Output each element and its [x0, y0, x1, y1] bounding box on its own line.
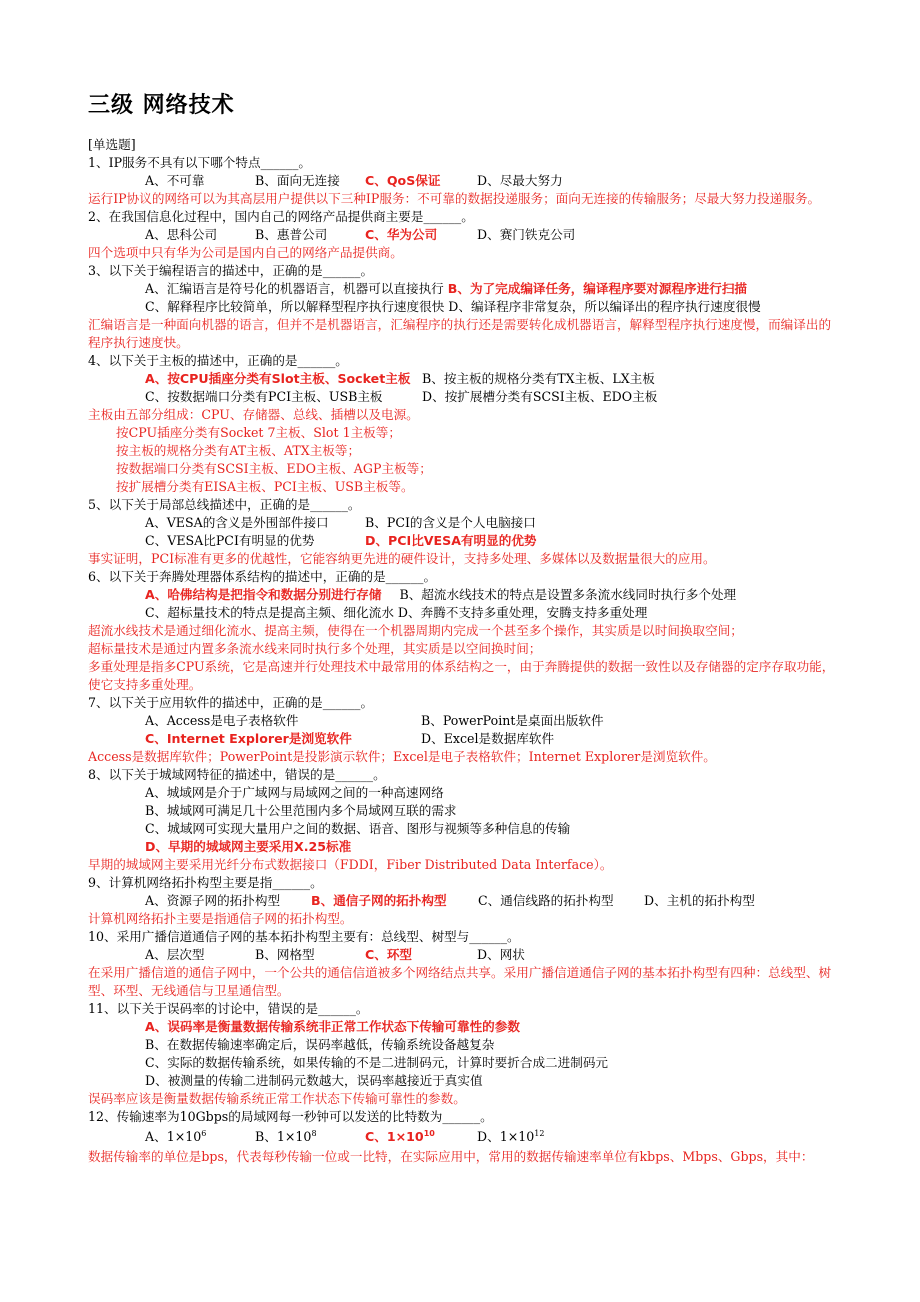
explanation: 多重处理是指多CPU系统，它是高速并行处理技术中最常用的体系结构之一，由于奔腾提供的数据一致性以及存储器的定序存取功能，使它支持多重处理。 — [88, 659, 835, 692]
explanation: Access是数据库软件；PowerPoint是投影演示软件；Excel是电子表格软件；Internet Explorer是浏览软件。 — [88, 749, 716, 764]
question-stem: 11、以下关于误码率的讨论中，错误的是______。 — [88, 1001, 369, 1016]
explanation: 误码率应该是衡量数据传输系统正常工作状态下传输可靠性的参数。 — [88, 1091, 466, 1106]
option-row — [88, 946, 836, 964]
option-c: C、VESA比PCI有明显的优势 — [145, 533, 315, 548]
option-c-answer: C、Internet Explorer是浏览软件 — [145, 731, 352, 746]
option-b: B、按主板的规格分类有TX主板、LX主板 — [422, 371, 655, 386]
option-a: A、层次型 — [145, 947, 205, 962]
explanation: 超流水线技术是通过细化流水、提高主频，使得在一个机器周期内完成一个甚至多个操作，其实质是以时间换取空间； — [88, 623, 743, 638]
option-b: B、PCI的含义是个人电脑接口 — [365, 515, 536, 530]
option-row — [88, 586, 836, 604]
option-row — [88, 604, 836, 622]
question-stem: 5、以下关于局部总线描述中，正确的是______。 — [88, 497, 361, 512]
explanation: 运行IP协议的网络可以为其高层用户提供以下三种IP服务：不可靠的数据投递服务；面向无连接的传输服务；尽最大努力投递服务。 — [88, 191, 821, 206]
option-b-answer: B、为了完成编译任务，编译程序要对源程序进行扫描 — [447, 281, 748, 296]
question-stem: 6、以下关于奔腾处理器体系结构的描述中，正确的是______。 — [88, 569, 437, 584]
explanation: 事实证明，PCI标准有更多的优越性，它能容纳更先进的硬件设计，支持多处理、多媒体以及数据量很大的应用。 — [88, 551, 716, 566]
option-row — [88, 1126, 836, 1148]
explanation-item: 按数据端口分类有SCSI主板、EDO主板、AGP主板等； — [116, 461, 432, 476]
option-row — [88, 370, 836, 388]
question-stem: 9、计算机网络拓扑构型主要是指______。 — [88, 875, 323, 890]
section-label: [单选题] — [88, 137, 136, 152]
option-d: D、编译程序非常复杂，所以编译出的程序执行速度很慢 — [448, 299, 761, 314]
option-row — [88, 226, 836, 244]
option-b: B、面向无连接 — [255, 173, 340, 188]
option-b-answer: B、通信子网的拓扑构型 — [311, 893, 447, 908]
option-d: D、按扩展槽分类有SCSI主板、EDO主板 — [422, 389, 658, 404]
option-a: A、Access是电子表格软件 — [145, 713, 299, 728]
option-a: A、资源子网的拓扑构型 — [145, 893, 281, 908]
option-b: B、在数据传输速率确定后，误码率越低，传输系统设备越复杂 — [145, 1037, 495, 1052]
explanation: 四个选项中只有华为公司是国内自己的网络产品提供商。 — [88, 245, 403, 260]
option-c-answer: C、华为公司 — [365, 227, 438, 242]
option-d: D、主机的拓扑构型 — [644, 893, 755, 908]
option-c-answer: C、QoS保证 — [365, 173, 441, 188]
question-stem: 1、IP服务不具有以下哪个特点______。 — [88, 155, 311, 170]
option-row — [88, 172, 836, 190]
question-stem: 4、以下关于主板的描述中，正确的是______。 — [88, 353, 348, 368]
option-b: B、超流水线技术的特点是设置多条流水线同时执行多个处理 — [399, 587, 737, 602]
explanation: 汇编语言是一种面向机器的语言，但并不是机器语言，汇编程序的执行还是需要转化成机器语言，解释型程序执行速度慢，而编译出的程序执行速度快。 — [88, 317, 832, 350]
option-b: B、网格型 — [255, 947, 315, 962]
option-d-answer: D、PCI比VESA有明显的优势 — [365, 533, 537, 548]
option-row — [88, 280, 836, 298]
option-a: A、思科公司 — [145, 227, 218, 242]
option-d: D、赛门铁克公司 — [477, 227, 576, 242]
option-c-answer: C、$1\times 10^{10}$ — [365, 1129, 435, 1144]
option-d: D、Excel是数据库软件 — [421, 731, 555, 746]
option-row — [88, 298, 836, 316]
option-d: D、$1\times 10^{12}$ — [477, 1129, 545, 1144]
option-c: C、超标量技术的特点是提高主频、细化流水 — [145, 605, 394, 620]
option-c: C、城域网可实现大量用户之间的数据、语音、图形与视频等多种信息的传输 — [145, 821, 571, 836]
option-c: C、通信线路的拓扑构型 — [478, 893, 614, 908]
option-c: C、按数据端口分类有PCI主板、USB主板 — [145, 389, 383, 404]
option-a-answer: A、误码率是衡量数据传输系统非正常工作状态下传输可靠性的参数 — [145, 1019, 520, 1034]
explanation: 主板由五部分组成：CPU、存储器、总线、插槽以及电源。 — [88, 407, 419, 422]
option-c-answer: C、环型 — [365, 947, 413, 962]
option-d: D、被测量的传输二进制码元数越大，误码率越接近于真实值 — [145, 1073, 483, 1088]
option-c: C、解释程序比较简单，所以解释型程序执行速度很快 — [145, 299, 445, 314]
explanation: 在采用广播信道的通信子网中，一个公共的通信信道被多个网络结点共享。采用广播信道通信子网的基本拓扑构型有四种：总线型、树型、环型、无线通信与卫星通信型。 — [88, 965, 832, 998]
option-row — [88, 388, 836, 406]
option-row — [88, 514, 836, 532]
explanation-item: 按扩展槽分类有EISA主板、PCI主板、USB主板等。 — [116, 479, 414, 494]
option-a: A、$1\times 10^6$ — [145, 1129, 207, 1144]
option-row — [88, 712, 836, 730]
option-a-answer: A、哈佛结构是把指令和数据分别进行存储 — [145, 587, 382, 602]
option-a: A、不可靠 — [145, 173, 205, 188]
question-stem: 3、以下关于编程语言的描述中，正确的是______。 — [88, 263, 374, 278]
explanation: 早期的城域网主要采用光纤分布式数据接口（FDDI，Fiber Distributed Data Interface）。 — [88, 857, 613, 872]
page-title: 三级 网络技术 — [88, 93, 235, 118]
option-row — [88, 892, 836, 910]
explanation-item: 按CPU插座分类有Socket 7主板、Slot 1主板等； — [116, 425, 401, 440]
option-b: B、PowerPoint是桌面出版软件 — [421, 713, 604, 728]
explanation: 超标量技术是通过内置多条流水线来同时执行多个处理，其实质是以空间换时间； — [88, 641, 542, 656]
explanation: 数据传输率的单位是bps，代表每秒传输一位或一比特，在实际应用中，常用的数据传输速率单位有kbps、Mbps、Gbps，其中： — [88, 1149, 814, 1164]
option-b: B、惠普公司 — [255, 227, 328, 242]
option-d: D、尽最大努力 — [477, 173, 563, 188]
question-stem: 10、采用广播信道通信子网的基本拓扑构型主要有：总线型、树型与______。 — [88, 929, 520, 944]
option-a: A、汇编语言是符号化的机器语言，机器可以直接执行 — [145, 281, 444, 296]
option-d: D、奔腾不支持多重处理，安腾支持多重处理 — [397, 605, 648, 620]
option-a-answer: A、按CPU插座分类有Slot主板、Socket主板 — [145, 371, 411, 386]
question-stem: 8、以下关于城域网特征的描述中，错误的是______。 — [88, 767, 386, 782]
explanation-item: 按主板的规格分类有AT主板、ATX主板等； — [116, 443, 361, 458]
option-c: C、实际的数据传输系统，如果传输的不是二进制码元，计算时要折合成二进制码元 — [145, 1055, 609, 1070]
option-row — [88, 532, 836, 550]
option-d: D、网状 — [477, 947, 525, 962]
question-stem: 12、传输速率为10Gbps的局域网每一秒钟可以发送的比特数为______。 — [88, 1109, 493, 1124]
option-d-answer: D、早期的城域网主要采用X.25标准 — [145, 839, 352, 854]
question-stem: 7、以下关于应用软件的描述中，正确的是______。 — [88, 695, 374, 710]
option-row — [88, 730, 836, 748]
option-b: B、城域网可满足几十公里范围内多个局域网互联的需求 — [145, 803, 457, 818]
option-b: B、$1\times 10^8$ — [255, 1129, 317, 1144]
explanation: 计算机网络拓扑主要是指通信子网的拓扑构型。 — [88, 911, 353, 926]
question-stem: 2、在我国信息化过程中，国内自己的网络产品提供商主要是______。 — [88, 209, 474, 224]
question-list — [88, 136, 836, 1166]
option-a: A、城域网是介于广域网与局域网之间的一种高速网络 — [145, 785, 444, 800]
option-a: A、VESA的含义是外围部件接口 — [145, 515, 329, 530]
